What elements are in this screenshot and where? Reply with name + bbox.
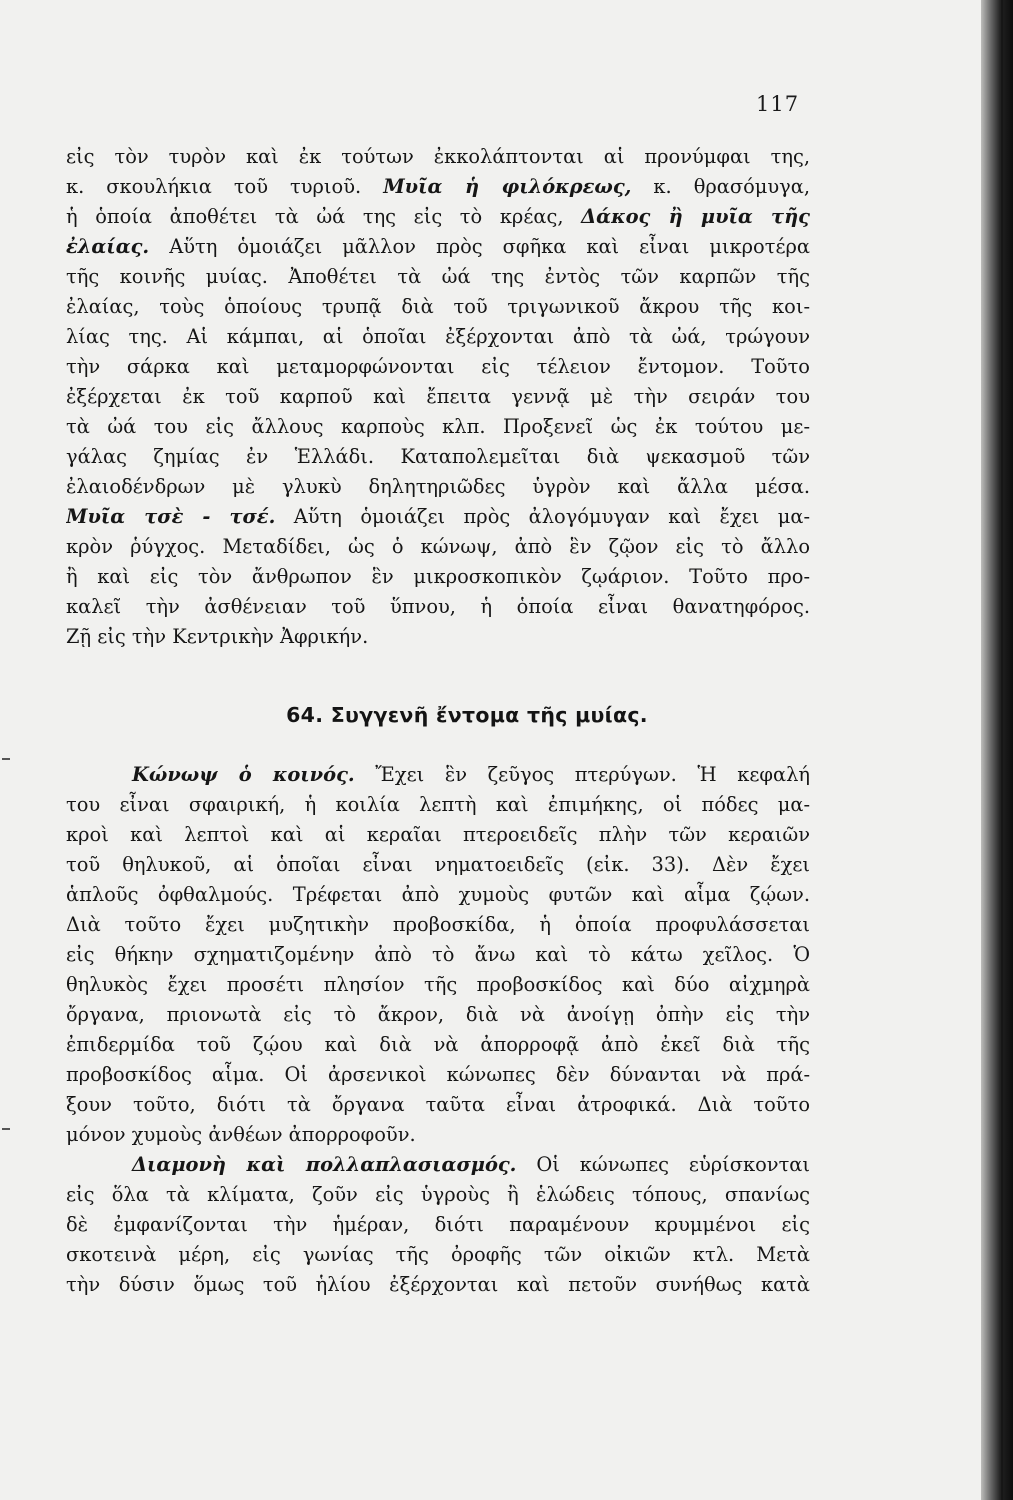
text-line: εἰς ὅλα τὰ κλίματα, ζοῦν εἰς ὑγροὺς ἢ ἑλώδεις τόπους, σπανίως [66, 1183, 810, 1206]
text-line: κρὸν ῥύγχος. Μεταδίδει, ὡς ὁ κώνωψ, ἀπὸ ἓν ζῷον εἰς τὸ ἄλλο [66, 535, 810, 558]
text-line: κ. σκουλήκια τοῦ τυριοῦ. Μυῖα ἡ φιλόκρεως, κ. θρασόμυγα, [66, 175, 810, 198]
paragraph-mosquito [66, 760, 810, 1300]
text-line: εἰς τὸν τυρὸν καὶ ἐκ τούτων ἐκκολάπτονται αἱ προνύμφαι της, [66, 145, 810, 168]
text-line: τὴν δύσιν ὅμως τοῦ ἡλίου ἐξέρχονται καὶ πετοῦν συνήθως κατὰ [66, 1273, 810, 1296]
text-line: εἰς θήκην σχηματιζομένην ἀπὸ τὸ ἄνω καὶ τὸ κάτω χεῖλος. Ὁ [66, 943, 810, 966]
subheading: Διαμονὴ καὶ πολλαπλασιασμός. [132, 1153, 517, 1176]
text-line: κροὶ καὶ λεπτοὶ καὶ αἱ κεραῖαι πτεροειδεῖς πλὴν τῶν κεραιῶν [66, 823, 810, 846]
text-line: θηλυκὸς ἔχει προσέτι πλησίον τῆς προβοσκίδος καὶ δύο αἰχμηρὰ [66, 973, 810, 996]
species-name: Μυῖα ἡ φιλόκρεως, [383, 175, 632, 198]
text-line: ἡ ὁποία ἀποθέτει τὰ ὠά της εἰς τὸ κρέας, Δάκος ἢ μυῖα τῆς [66, 205, 810, 228]
text-line: ξουν τοῦτο, διότι τὰ ὄργανα ταῦτα εἶναι ἀτροφικά. Διὰ τοῦτο [66, 1093, 810, 1116]
text-line: γάλας ζημίας ἐν Ἑλλάδι. Καταπολεμεῖται διὰ ψεκασμοῦ τῶν [66, 445, 810, 468]
species-name: ἐλαίας. [66, 235, 150, 258]
text-line: δὲ ἐμφανίζονται τὴν ἡμέραν, διότι παραμένουν κρυμμένοι εἰς [66, 1213, 810, 1236]
text-line: λίας της. Αἱ κάμπαι, αἱ ὁποῖαι ἐξέρχονται ἀπὸ τὰ ὠά, τρώγουν [66, 325, 810, 348]
text-line: Κώνωψ ὁ κοινός. Ἔχει ἓν ζεῦγος πτερύγων. Ἡ κεφαλή [132, 763, 810, 786]
text-line: ἐλαίας. Αὕτη ὁμοιάζει μᾶλλον πρὸς σφῆκα καὶ εἶναι μικροτέρα [66, 235, 810, 258]
book-spine-line [1001, 0, 1003, 1500]
margin-mark [2, 758, 10, 760]
page-number: 117 [756, 92, 800, 116]
text-line: ἐλαίας, τοὺς ὁποίους τρυπᾷ διὰ τοῦ τριγωνικοῦ ἄκρου τῆς κοι- [66, 295, 810, 318]
margin-mark [2, 1128, 10, 1130]
text-line: τῆς κοινῆς μυίας. Ἀποθέτει τὰ ὠά της ἐντὸς τῶν καρπῶν τῆς [66, 265, 810, 288]
text-line: ὄργανα, πριονωτὰ εἰς τὸ ἄκρον, διὰ νὰ ἀνοίγῃ ὀπὴν εἰς τὴν [66, 1003, 810, 1026]
text-line: σκοτεινὰ μέρη, εἰς γωνίας τῆς ὀροφῆς τῶν οἰκιῶν κτλ. Μετὰ [66, 1243, 810, 1266]
text-line: του εἶναι σφαιρική, ἡ κοιλία λεπτὴ καὶ ἐπιμήκης, οἱ πόδες μα- [66, 793, 810, 816]
text-line: τοῦ θηλυκοῦ, αἱ ὁποῖαι εἶναι νηματοειδεῖς (εἰκ. 33). Δὲν ἔχει [66, 853, 810, 876]
subheading: Κώνωψ ὁ κοινός. [132, 763, 355, 786]
text-line: Μυῖα τσὲ - τσέ. Αὕτη ὁμοιάζει πρὸς ἀλογόμυγαν καὶ ἔχει μα- [66, 505, 810, 528]
species-name: Δάκος ἢ μυῖα τῆς [581, 205, 810, 228]
text-line: ἐξέρχεται ἐκ τοῦ καρποῦ καὶ ἔπειτα γεννᾷ μὲ τὴν σειράν του [66, 385, 810, 408]
text-line: ἁπλοῦς ὀφθαλμούς. Τρέφεται ἀπὸ χυμοὺς φυτῶν καὶ αἷμα ζῴων. [66, 883, 810, 906]
text-line: ἐπιδερμίδα τοῦ ζῴου καὶ διὰ νὰ ἀπορροφᾷ ἀπὸ ἐκεῖ διὰ τῆς [66, 1033, 810, 1056]
text-line: ἢ καὶ εἰς τὸν ἄνθρωπον ἓν μικροσκοπικὸν ζῳάριον. Τοῦτο προ- [66, 565, 810, 588]
text-line: μόνον χυμοὺς ἀνθέων ἀπορροφοῦν. [66, 1123, 416, 1146]
text-line: τὰ ὠά του εἰς ἄλλους καρποὺς κλπ. Προξενεῖ ὡς ἐκ τούτου με- [66, 415, 810, 438]
text-line: τὴν σάρκα καὶ μεταμορφώνονται εἰς τέλειον ἔντομον. Τοῦτο [66, 355, 810, 378]
text-line: προβοσκίδος αἷμα. Οἱ ἀρσενικοὶ κώνωπες δὲν δύνανται νὰ πρά- [66, 1063, 810, 1086]
text-line: ἐλαιοδένδρων μὲ γλυκὺ δηλητηριῶδες ὑγρὸν καὶ ἄλλα μέσα. [66, 475, 810, 498]
paragraph-flies [66, 142, 810, 652]
text-line: καλεῖ τὴν ἀσθένειαν τοῦ ὕπνου, ἡ ὁποία εἶναι θανατηφόρος. [66, 595, 810, 618]
text-line: Διὰ τοῦτο ἔχει μυζητικὴν προβοσκίδα, ἡ ὁποία προφυλάσσεται [66, 913, 810, 936]
text-line: Ζῇ εἰς τὴν Κεντρικὴν Ἀφρικήν. [66, 625, 369, 648]
section-heading: 64. Συγγενῆ ἔντομα τῆς μυίας. [286, 703, 648, 727]
text-line: Διαμονὴ καὶ πολλαπλασιασμός. Οἱ κώνωπες εὑρίσκονται [132, 1153, 810, 1176]
book-spine-edge [981, 0, 1013, 1500]
species-name: Μυῖα τσὲ - τσέ. [66, 505, 276, 528]
